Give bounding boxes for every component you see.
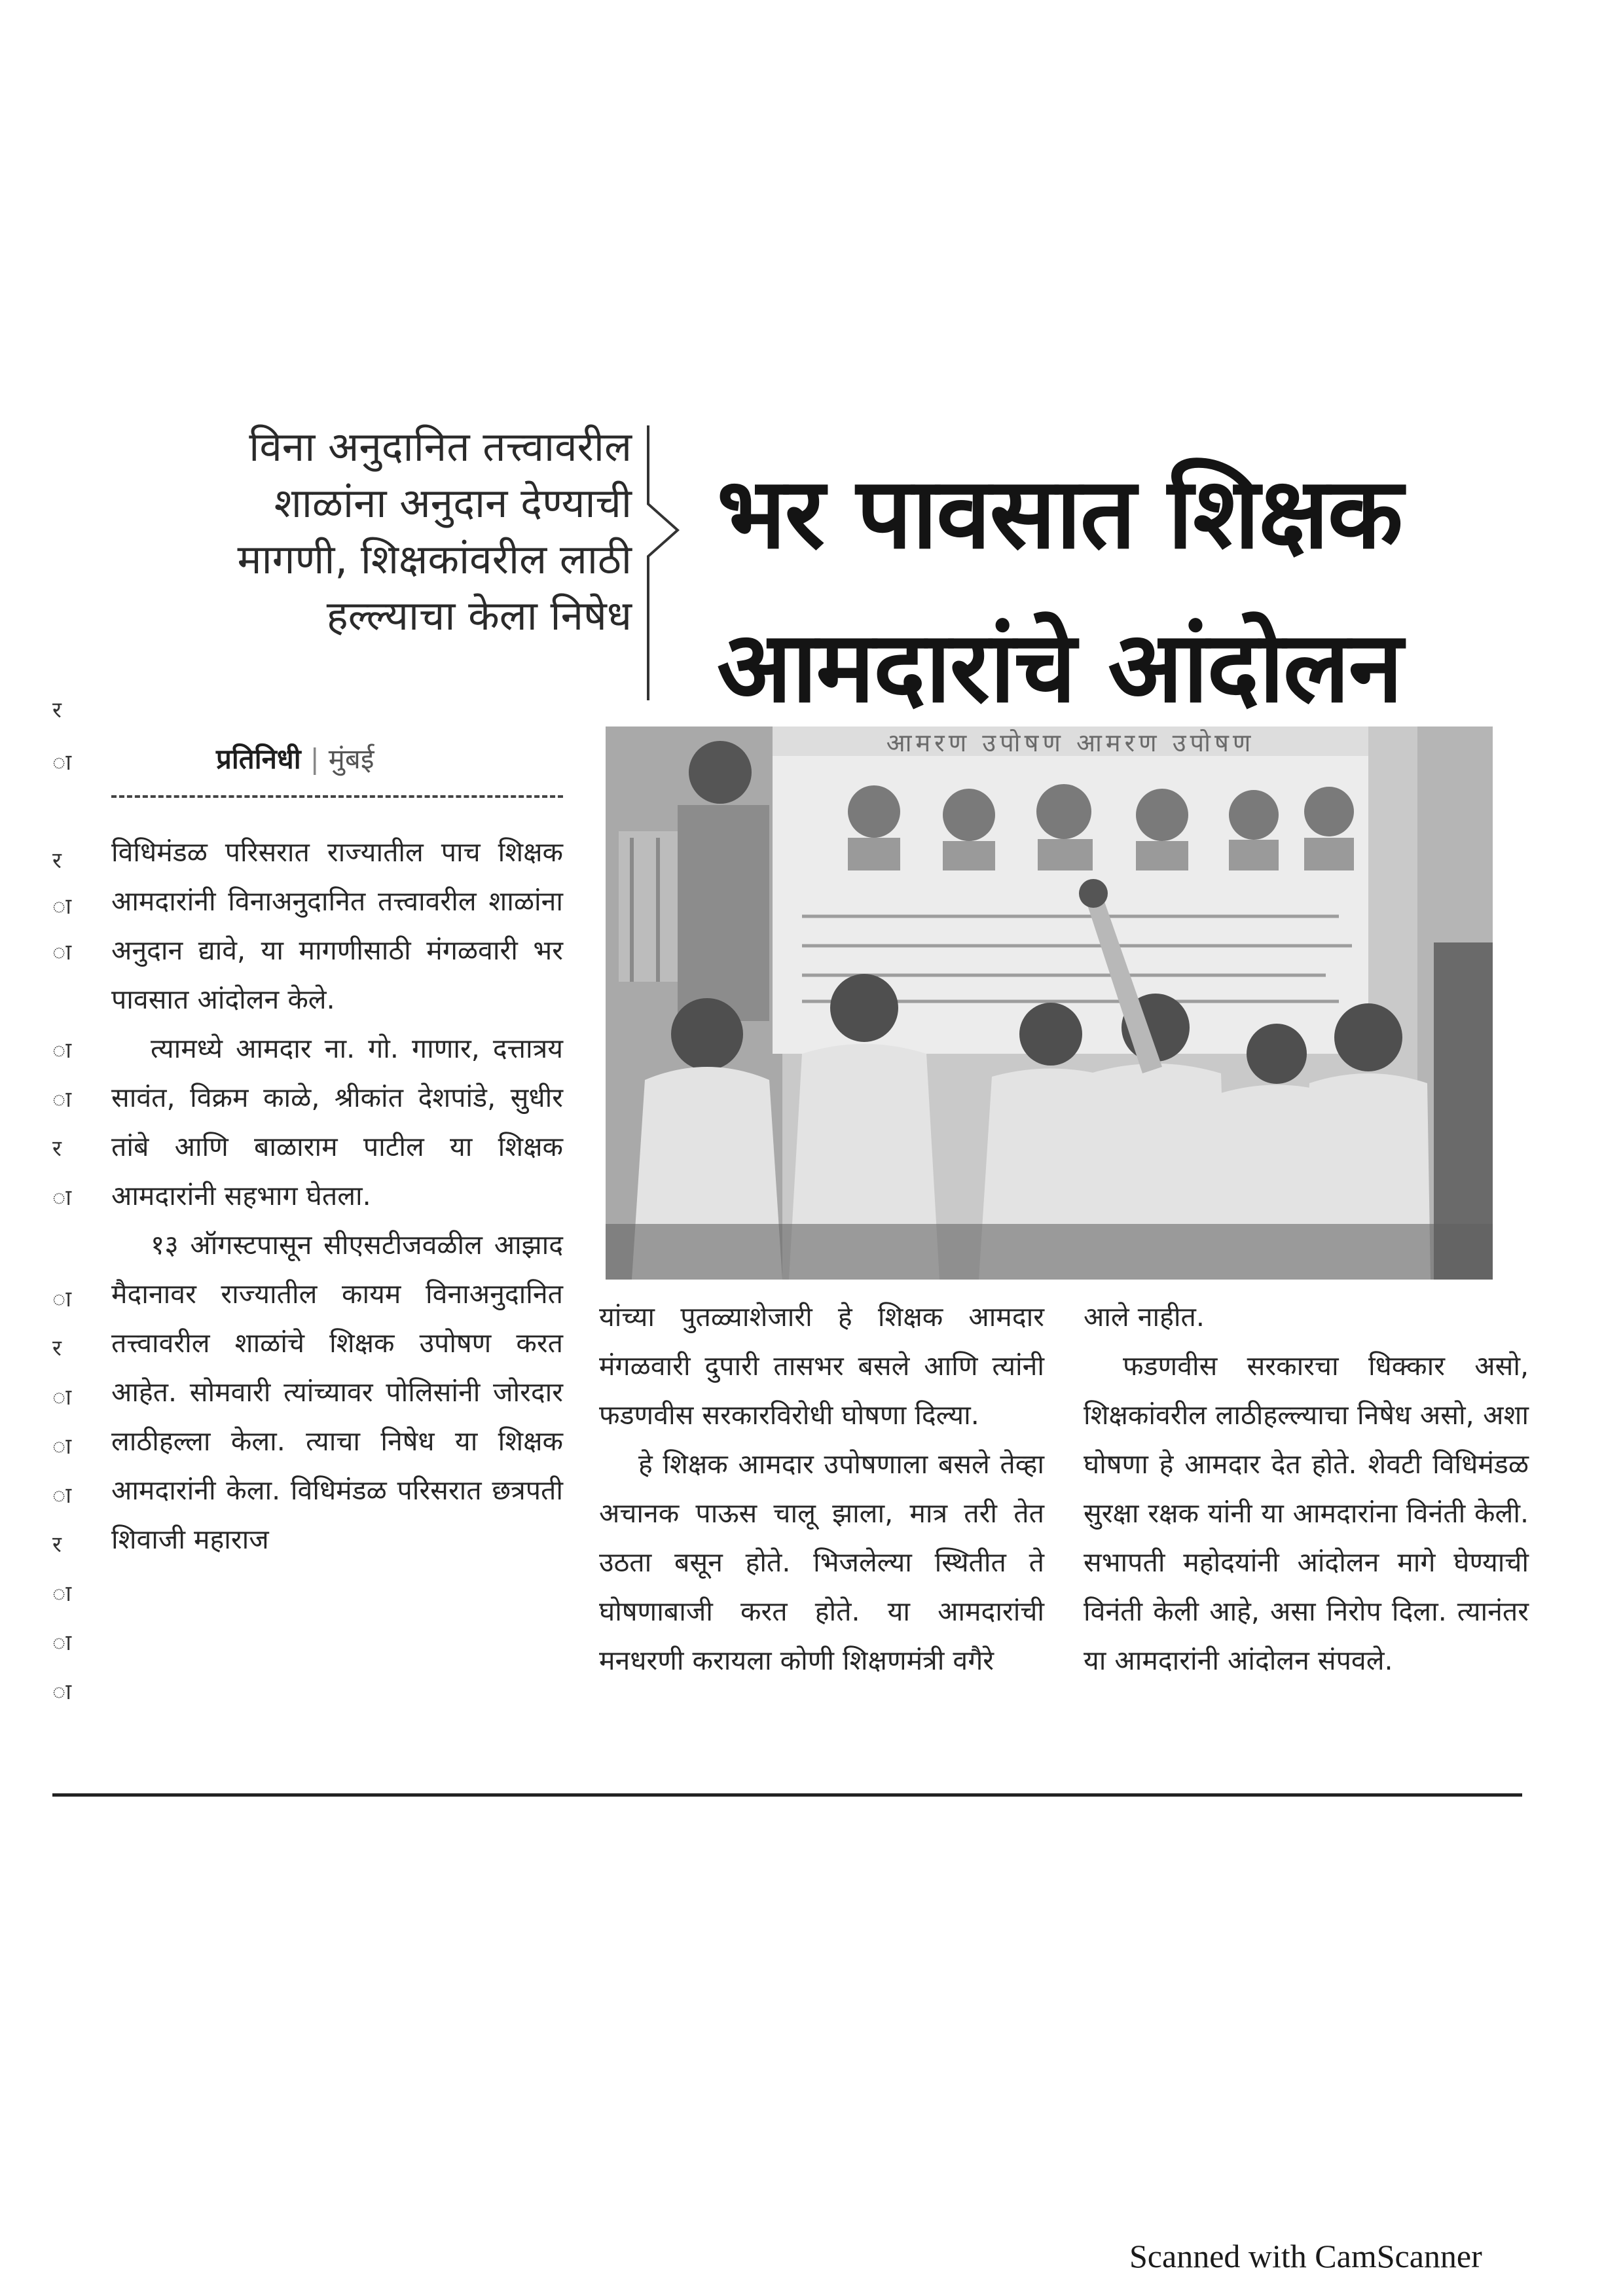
deck-line: शाळांना अनुदान देण्याची [274, 479, 632, 527]
paragraph: विधिमंडळ परिसरात राज्यातील पाच शिक्षक आमदारांनी विनाअनुदानित तत्त्वावरील शाळांना अनुदान द्यावे, या मागणीसाठी मंगळवारी भर पावसात आंदोलन केले. [111, 836, 563, 1015]
photo-banner-text: आमरण उपोषण आमरण उपोषण [886, 728, 1255, 757]
margin-mark: ा [52, 939, 72, 965]
article-column-2 [599, 1293, 1044, 1685]
article-column-3 [1084, 1293, 1529, 1685]
deck-line: विना अनुदानित तत्त्वावरील [249, 423, 632, 471]
byline [216, 740, 374, 777]
byline-city: मुंबई [328, 743, 374, 775]
byline-separator: | [310, 743, 319, 775]
headline-line-2: आमदारांचे आंदोलन [717, 611, 1402, 725]
deck-line: मागणी, शिक्षकांवरील लाठी [237, 535, 632, 583]
margin-mark: र [52, 1532, 62, 1558]
paragraph: हे शिक्षक आमदार उपोषणाला बसले तेव्हा अचानक पाऊस चालू झाला, मात्र तरी तेत उठता बसून होते. भिजलेल्या स्थितीत ते घोषणाबाजी करत होते. या आमदारांची मनधरणी करायला कोणी शिक्षणमंत्री वगैरे [599, 1448, 1044, 1676]
margin-mark: ा [52, 1581, 72, 1607]
margin-mark: ा [52, 893, 72, 920]
margin-mark: ा [52, 1679, 72, 1705]
margin-mark: र [52, 848, 62, 874]
article-deck [115, 419, 632, 644]
paragraph: आले नाहीत. [1084, 1301, 1205, 1333]
scanner-watermark: Scanned with CamScanner [1129, 2238, 1482, 2274]
paragraph: यांच्या पुतळ्याशेजारी हे शिक्षक आमदार मंगळवारी दुपारी तासभर बसले आणि त्यांनी फडणवीस सरकारविरोधी घोषणा दिल्या. [599, 1301, 1044, 1431]
protest-photo-illustration [606, 726, 1493, 1280]
paragraph: त्यामध्ये आमदार ना. गो. गाणार, दत्तात्रय सावंत, विक्रम काळे, श्रीकांत देशपांडे, सुधीर तांबे आणि बाळाराम पाटील या शिक्षक आमदारांनी सहभाग घेतला. [111, 1033, 563, 1211]
article-column-1 [111, 828, 563, 1564]
byline-author: प्रतिनिधी [216, 743, 301, 775]
deck-bracket [642, 425, 687, 700]
margin-mark: र [52, 1335, 62, 1361]
headline-line-1: भर पावसात शिक्षक [717, 457, 1402, 571]
paragraph: फडणवीस सरकारचा धिक्कार असो, शिक्षकांवरील लाठीहल्ल्याचा निषेध असो, अशा घोषणा हे आमदार देत होते. शेवटी विधिमंडळ सुरक्षा रक्षक यांनी या आमदारांना विनंती केली. सभापती महोदयांनी आंदोलन मागे घेण्याची विनंती केली आहे, असा निरोप दिला. त्यानंतर या आमदारांनी आंदोलन संपवले. [1084, 1350, 1529, 1676]
paragraph: १३ ऑगस्टपासून सीएसटीजवळील आझाद मैदानावर राज्यातील कायम विनाअनुदानित तत्त्वावरील शाळांचे शिक्षक उपोषण करत आहेत. सोमवारी त्यांच्यावर पोलिसांनी जोरदार लाठीहल्ला केला. त्याचा निषेध या शिक्षक आमदारांनी केला. विधिमंडळ परिसरात छत्रपती शिवाजी महाराज [111, 1229, 563, 1555]
margin-mark: र [52, 1136, 62, 1162]
margin-mark: ा [52, 749, 72, 776]
article-photo [606, 726, 1493, 1280]
margin-mark: ा [52, 1286, 72, 1312]
margin-mark: ा [52, 1086, 72, 1113]
margin-mark: ा [52, 1630, 72, 1656]
margin-mark: ा [52, 1037, 72, 1064]
deck-line: हल्ल्याचा केला निषेध [326, 592, 632, 639]
margin-mark: ा [52, 1482, 72, 1509]
margin-mark: ा [52, 1384, 72, 1410]
margin-mark: र [52, 697, 62, 723]
byline-divider [111, 795, 563, 798]
bottom-rule [52, 1793, 1522, 1797]
margin-mark: ा [52, 1185, 72, 1211]
margin-mark: ा [52, 1433, 72, 1460]
